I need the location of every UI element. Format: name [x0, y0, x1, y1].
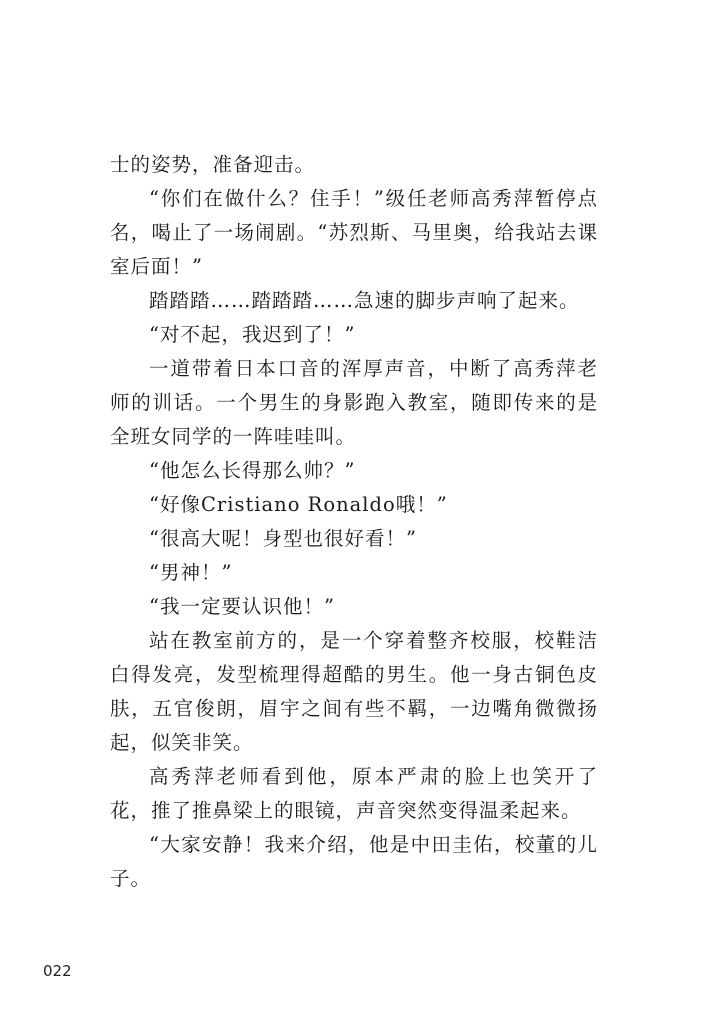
paragraph: 站在教室前方的，是一个穿着整齐校服，校鞋洁白得发亮，发型梳理得超酷的男生。他一身古铜色皮肤，五官俊朗，眉宇之间有些不羁，一边嘴角微微扬起，似笑非笑。: [110, 629, 598, 754]
paragraph: “好像Cristiano Ronaldo哦！”: [149, 493, 448, 516]
paragraph: “男神！”: [149, 561, 233, 584]
paragraph: 踏踏踏……踏踏踏……急速的脚步声响了起来。: [149, 289, 580, 312]
paragraph: “我一定要认识他！”: [149, 595, 335, 618]
paragraph: 士的姿势，准备迎击。: [110, 153, 316, 176]
body-text: [110, 148, 598, 896]
paragraph: 一道带着日本口音的浑厚声音，中断了高秀萍老师的训话。一个男生的身影跑入教室，随即传来的是全班女同学的一阵哇哇叫。: [110, 357, 598, 448]
paragraph: “你们在做什么？住手！”级任老师高秀萍暂停点名，喝止了一场闹剧。“苏烈斯、马里奥，给我站去课室后面！”: [110, 187, 598, 278]
paragraph: “他怎么长得那么帅？”: [149, 459, 356, 482]
paragraph: 高秀萍老师看到他，原本严肃的脸上也笑开了花，推了推鼻梁上的眼镜，声音突然变得温柔起来。: [110, 765, 598, 822]
paragraph: “对不起，我迟到了！”: [149, 323, 356, 346]
paragraph: “大家安静！我来介绍，他是中田圭佑，校董的儿子。: [110, 833, 598, 890]
paragraph: “很高大呢！身型也很好看！”: [149, 527, 417, 550]
page-number: 022: [43, 962, 72, 980]
